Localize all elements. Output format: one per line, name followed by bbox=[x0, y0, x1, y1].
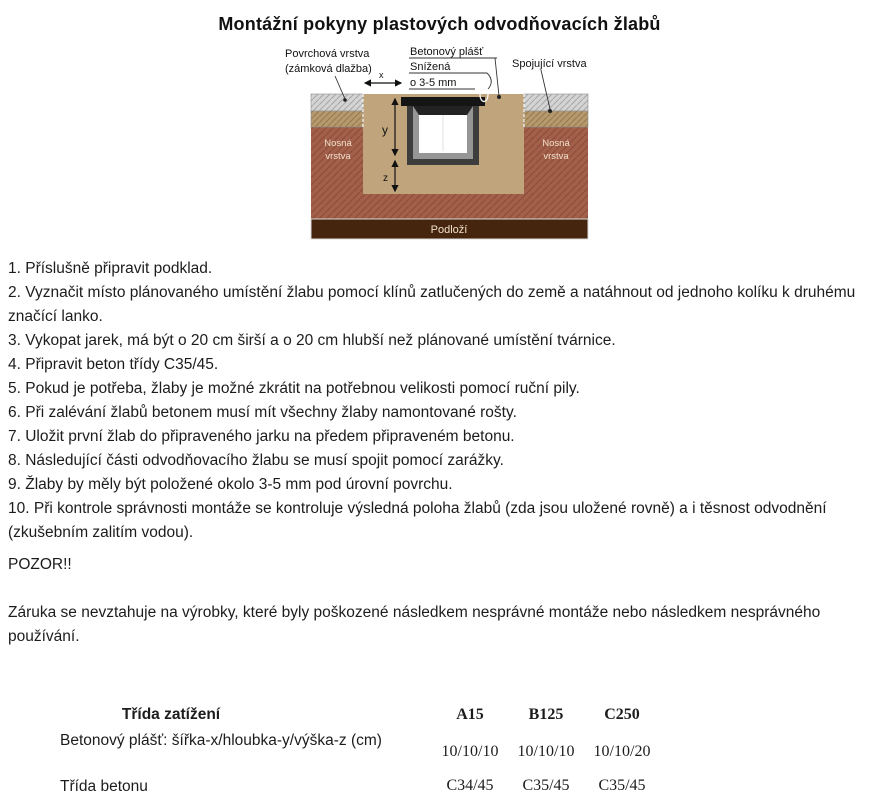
document-page bbox=[0, 14, 879, 797]
page-title: Montážní pokyny plastových odvodňovacích žlabů bbox=[218, 14, 661, 34]
surface-layer-right bbox=[524, 94, 588, 111]
bearing-layer-right-label-2: vrstva bbox=[543, 151, 569, 162]
table-cell: C35/45 bbox=[522, 777, 570, 794]
instruction-step: 6. Při zalévání žlabů betonem musí mít všechny žlaby namontované rošty. bbox=[8, 404, 517, 421]
surface-layer-left bbox=[311, 94, 363, 111]
bonding-layer-leader-dot bbox=[548, 109, 552, 113]
dim-z-label: z bbox=[383, 173, 388, 184]
table-cell: 10/10/10 bbox=[441, 743, 499, 760]
instruction-step: 10. Při kontrole správnosti montáže se kontroluje výsledná poloha žlabů (zda jsou uložené rovně) a i těsnost odvodnění (zkušebním zalitím vodou). bbox=[8, 500, 827, 541]
lowered-leader bbox=[487, 73, 491, 89]
subsoil-label: Podloží bbox=[430, 224, 468, 236]
table-column-c250: C250 bbox=[604, 706, 640, 723]
grate-bar bbox=[401, 97, 485, 106]
instruction-step: 7. Uložit první žlab do připraveného jarku na předem připraveném betonu. bbox=[8, 428, 515, 445]
instruction-step: 2. Vyznačit místo plánovaného umístění žlabu pomocí klínů zatlučených do země a natáhnout od jednoho kolíku k druhému značící lanko. bbox=[8, 284, 856, 325]
grate-profile bbox=[413, 106, 473, 115]
bonding-layer-label: Spojující vrstva bbox=[512, 58, 587, 70]
surface-layer-sublabel: (zámková dlažba) bbox=[285, 63, 372, 75]
instruction-step: 4. Připravit beton třídy C35/45. bbox=[8, 356, 219, 373]
instruction-step: 1. Příslušně připravit podklad. bbox=[8, 260, 213, 277]
installation-cross-section-diagram bbox=[283, 45, 613, 245]
table-cell: 10/10/10 bbox=[517, 743, 575, 760]
warning-section bbox=[8, 553, 868, 649]
concrete-jacket-leader bbox=[495, 58, 499, 96]
table-header-load-class: Třída zatížení bbox=[121, 706, 221, 723]
instruction-list bbox=[8, 257, 868, 545]
bonding-layer-left bbox=[311, 111, 363, 127]
bearing-layer-left-label-1: Nosná bbox=[324, 138, 352, 149]
warning-body: Záruka se nevztahuje na výrobky, které byly poškozené následkem nesprávné montáže nebo následkem nesprávného používání. bbox=[8, 604, 821, 645]
surface-layer-label: Povrchová vrstva bbox=[285, 48, 370, 60]
lowered-amount-label: o 3-5 mm bbox=[410, 77, 457, 89]
concrete-jacket-leader-dot bbox=[497, 95, 501, 99]
instruction-step: 9. Žlaby by měly být položené okolo 3-5 mm pod úrovní povrchu. bbox=[8, 476, 453, 493]
instruction-step: 5. Pokud je potřeba, žlaby je možné zkrátit na potřebnou velikosti pomocí ruční pily. bbox=[8, 380, 580, 397]
warning-heading: POZOR!! bbox=[8, 556, 72, 573]
bearing-layer-left-label-2: vrstva bbox=[325, 151, 351, 162]
table-row-label-concrete-class: Třída betonu bbox=[60, 778, 148, 795]
cross-section-svg bbox=[283, 45, 613, 245]
surface-layer-leader-dot bbox=[343, 98, 347, 102]
table-column-b125: B125 bbox=[528, 706, 564, 723]
instruction-step: 3. Vykopat jarek, má být o 20 cm širší a o 20 cm hlubší než plánované umístění tvárnice. bbox=[8, 332, 616, 349]
table-column-a15: A15 bbox=[456, 706, 484, 723]
instruction-step: 8. Následující části odvodňovacího žlabu se musí spojit pomocí zarážky. bbox=[8, 452, 504, 469]
concrete-jacket-label: Betonový plášť bbox=[410, 46, 484, 58]
table-cell: C35/45 bbox=[598, 777, 646, 794]
table-cell: 10/10/20 bbox=[593, 743, 651, 760]
bearing-layer-right-label-1: Nosná bbox=[542, 138, 570, 149]
bonding-layer-right bbox=[524, 111, 588, 127]
table-cell: C34/45 bbox=[446, 777, 494, 794]
table-row-label-concrete-jacket: Betonový plášť: šířka-x/hloubka-y/výška-z (cm) bbox=[60, 732, 382, 749]
dim-x-label: x bbox=[379, 70, 384, 80]
dim-y-label: y bbox=[382, 123, 388, 137]
load-class-table bbox=[60, 705, 879, 797]
lowered-label: Snížená bbox=[410, 61, 451, 73]
